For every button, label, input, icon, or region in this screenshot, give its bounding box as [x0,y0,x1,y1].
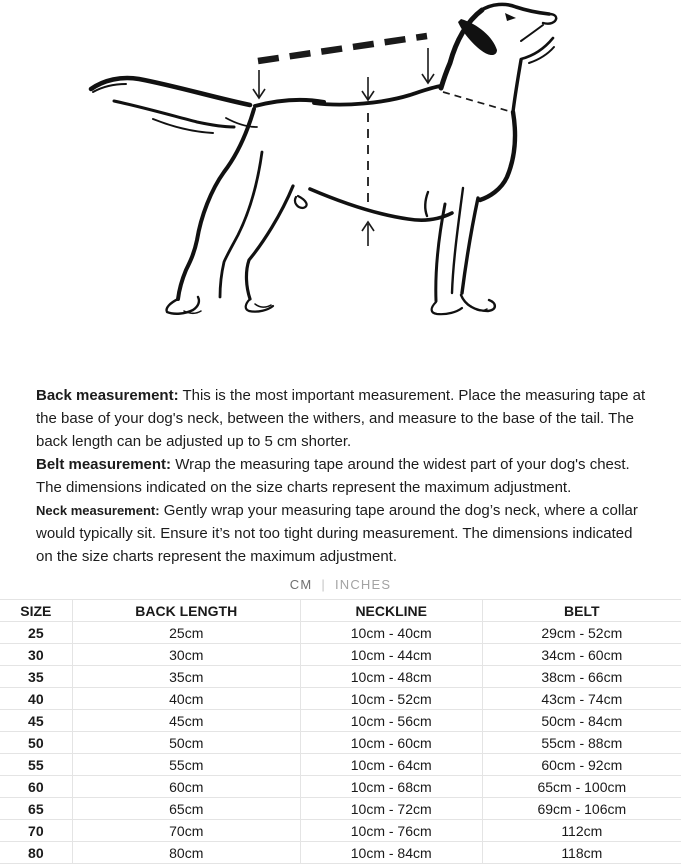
measurement-cell: 55cm [72,754,300,776]
unit-inches-button[interactable]: INCHES [334,577,392,592]
measurement-cell: 43cm - 74cm [482,688,681,710]
size-cell: 55 [0,754,72,776]
measurement-cell: 10cm - 72cm [300,798,482,820]
size-table-header-row [0,600,681,622]
measurement-cell: 118cm [482,842,681,864]
dog-measurement-diagram [0,0,681,372]
belt-measurement-label: Belt measurement: [36,456,172,473]
measurement-cell: 30cm [72,644,300,666]
size-table-row [0,842,681,864]
size-table-row [0,776,681,798]
back-measurement-paragraph [36,384,646,453]
measurement-cell: 50cm - 84cm [482,710,681,732]
measurement-cell: 10cm - 64cm [300,754,482,776]
column-header-neckline: NECKLINE [300,600,482,622]
measurement-cell: 45cm [72,710,300,732]
measurement-cell: 10cm - 68cm [300,776,482,798]
measurement-cell: 10cm - 84cm [300,842,482,864]
measurement-cell: 10cm - 40cm [300,622,482,644]
size-table-row [0,644,681,666]
size-cell: 80 [0,842,72,864]
size-table [0,599,681,864]
dog-ear [458,19,497,55]
measurement-cell: 60cm - 92cm [482,754,681,776]
measurement-cell: 34cm - 60cm [482,644,681,666]
measurement-cell: 80cm [72,842,300,864]
column-header-size: SIZE [0,600,72,622]
size-cell: 25 [0,622,72,644]
size-table-row [0,754,681,776]
down-arrow-icon [253,70,265,98]
size-cell: 30 [0,644,72,666]
size-table-row [0,666,681,688]
measurement-cell: 10cm - 76cm [300,820,482,842]
measurement-cell: 10cm - 44cm [300,644,482,666]
dog-eye [505,13,516,21]
column-header-belt: BELT [482,600,681,622]
down-arrow-icon [422,48,434,83]
measurement-cell: 65cm - 100cm [482,776,681,798]
column-header-back-length: BACK LENGTH [72,600,300,622]
measurement-cell: 50cm [72,732,300,754]
size-cell: 65 [0,798,72,820]
up-arrow-icon [362,222,374,246]
size-cell: 40 [0,688,72,710]
neck-measurement-dashed-line [443,92,512,112]
size-cell: 45 [0,710,72,732]
measurement-cell: 10cm - 56cm [300,710,482,732]
measurement-cell: 25cm [72,622,300,644]
neck-measurement-label: Neck measurement: [36,503,160,518]
down-arrow-icon [362,77,374,100]
size-table-row [0,798,681,820]
measurement-cell: 38cm - 66cm [482,666,681,688]
size-table-row [0,688,681,710]
measurement-cell: 29cm - 52cm [482,622,681,644]
dog-back [255,86,441,106]
measurement-cell: 70cm [72,820,300,842]
size-cell: 35 [0,666,72,688]
dog-tail [91,78,257,133]
size-table-row [0,710,681,732]
neck-measurement-text: Gently wrap your measuring tape around the dog’s neck, where a collar would typically sit. Ensure it’s not too tight during measurement. The dimensions indicated on the size charts represent the maximum adjustment. [36,502,638,565]
measurement-cell: 55cm - 88cm [482,732,681,754]
measurement-cell: 60cm [72,776,300,798]
measurement-cell: 10cm - 52cm [300,688,482,710]
measurement-cell: 112cm [482,820,681,842]
measurement-cell: 10cm - 48cm [300,666,482,688]
dog-hind-legs [167,109,293,314]
dog-diagram-svg [0,0,681,372]
measurement-cell: 65cm [72,798,300,820]
size-cell: 60 [0,776,72,798]
measurement-cell: 10cm - 60cm [300,732,482,754]
unit-separator: | [321,577,326,592]
belt-measurement-paragraph [36,453,646,499]
back-measurement-text: This is the most important measurement. Place the measuring tape at the base of your dog's neck, between the withers, and measure to the base of the tail. The back length can be adjusted up to 5 cm shorter. [36,387,646,450]
unit-cm-button[interactable]: CM [289,577,313,592]
belt-measurement-text: Wrap the measuring tape around the widest part of your dog's chest. The dimensions indicated on the size charts represent the maximum adjustment. [36,456,630,496]
back-measurement-label: Back measurement: [36,387,179,404]
size-cell: 70 [0,820,72,842]
size-table-row [0,820,681,842]
size-table-row [0,732,681,754]
neck-measurement-paragraph [36,499,646,568]
size-table-row [0,622,681,644]
back-measurement-dashed-line [258,36,427,61]
measurement-cell: 40cm [72,688,300,710]
size-cell: 50 [0,732,72,754]
unit-toggle [0,577,681,592]
measurement-cell: 69cm - 106cm [482,798,681,820]
measurement-cell: 35cm [72,666,300,688]
dog-front-legs [425,112,515,314]
measurement-instructions [36,384,646,568]
